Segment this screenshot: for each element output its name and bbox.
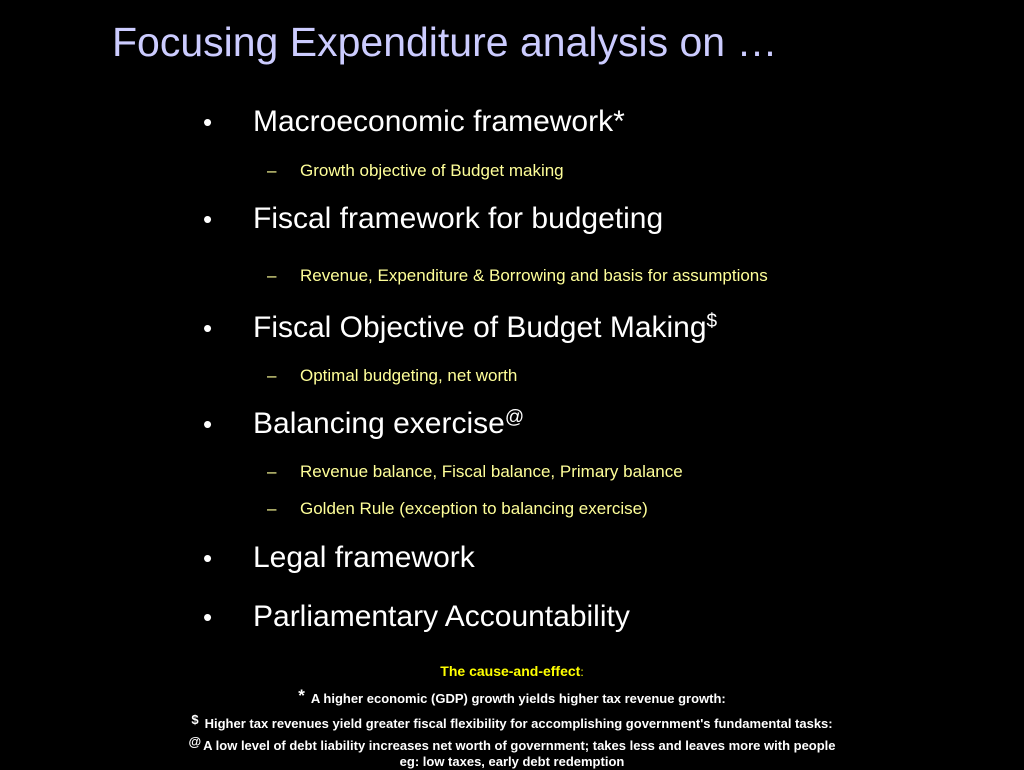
footnote-marker-at: @ — [504, 407, 525, 428]
bullet-label: Fiscal Objective of Budget Making — [253, 311, 707, 344]
bullet-dot: • — [203, 107, 213, 137]
sub-bullet-label: Revenue, Expenditure & Borrowing and basis for assumptions — [300, 266, 768, 285]
footnote-heading-colon: : — [580, 665, 584, 679]
footnote-line-dollar — [0, 712, 1024, 732]
bullet-label: Balancing exercise — [253, 407, 505, 440]
sub-bullet-label: Growth objective of Budget making — [300, 161, 564, 180]
footnote-mark: $ — [191, 712, 199, 727]
footnote-text: Higher tax revenues yield greater fiscal flexibility for accomplishing government's fundamental tasks: — [204, 716, 833, 731]
footnote-line-asterisk — [0, 686, 1024, 707]
sub-bullet-dash: – — [267, 462, 277, 481]
slide-title: Focusing Expenditure analysis on … — [112, 19, 778, 65]
sub-bullet-revenue-balance — [267, 462, 683, 482]
sub-bullet-dash: – — [267, 161, 277, 180]
sub-bullet-label: Golden Rule (exception to balancing exercise) — [300, 499, 648, 518]
footnote-mark: @ — [188, 734, 202, 749]
sub-bullet-label: Optimal budgeting, net worth — [300, 366, 518, 385]
bullet-macroeconomic-framework — [203, 104, 625, 140]
bullet-dot: • — [203, 409, 213, 439]
bullet-label: Legal framework — [253, 541, 475, 574]
bullet-fiscal-framework — [203, 201, 663, 237]
footnote-marker-dollar: $ — [706, 311, 718, 332]
footnote-text: eg: low taxes, early debt redemption — [399, 754, 625, 769]
bullet-parliamentary-accountability — [203, 599, 630, 635]
bullet-legal-framework — [203, 540, 475, 576]
sub-bullet-dash: – — [267, 366, 277, 385]
footnote-line-example — [0, 754, 1024, 770]
sub-bullet-golden-rule — [267, 499, 648, 519]
footnote-line-at — [0, 734, 1024, 754]
sub-bullet-dash: – — [267, 266, 277, 285]
footnote-mark: * — [298, 686, 305, 705]
sub-bullet-growth-objective — [267, 161, 564, 181]
footnote-heading-text: The cause-and-effect — [440, 663, 581, 679]
sub-bullet-dash: – — [267, 499, 277, 518]
bullet-label: Macroeconomic framework* — [253, 105, 625, 138]
bullet-dot: • — [203, 602, 213, 632]
footnote-heading — [0, 663, 1024, 680]
bullet-label: Fiscal framework for budgeting — [253, 202, 664, 235]
sub-bullet-revenue-expenditure — [267, 266, 768, 286]
bullet-dot: • — [203, 204, 213, 234]
bullet-dot: • — [203, 313, 213, 343]
sub-bullet-optimal-budgeting — [267, 366, 517, 386]
bullet-label: Parliamentary Accountability — [253, 600, 630, 633]
footnote-text: A low level of debt liability increases net worth of government; takes less and leaves more with people — [203, 738, 836, 753]
bullet-dot: • — [203, 543, 213, 573]
bullet-fiscal-objective — [203, 310, 717, 346]
sub-bullet-label: Revenue balance, Fiscal balance, Primary balance — [300, 462, 683, 481]
footnote-text: A higher economic (GDP) growth yields higher tax revenue growth: — [310, 691, 726, 706]
bullet-balancing-exercise — [203, 406, 524, 442]
